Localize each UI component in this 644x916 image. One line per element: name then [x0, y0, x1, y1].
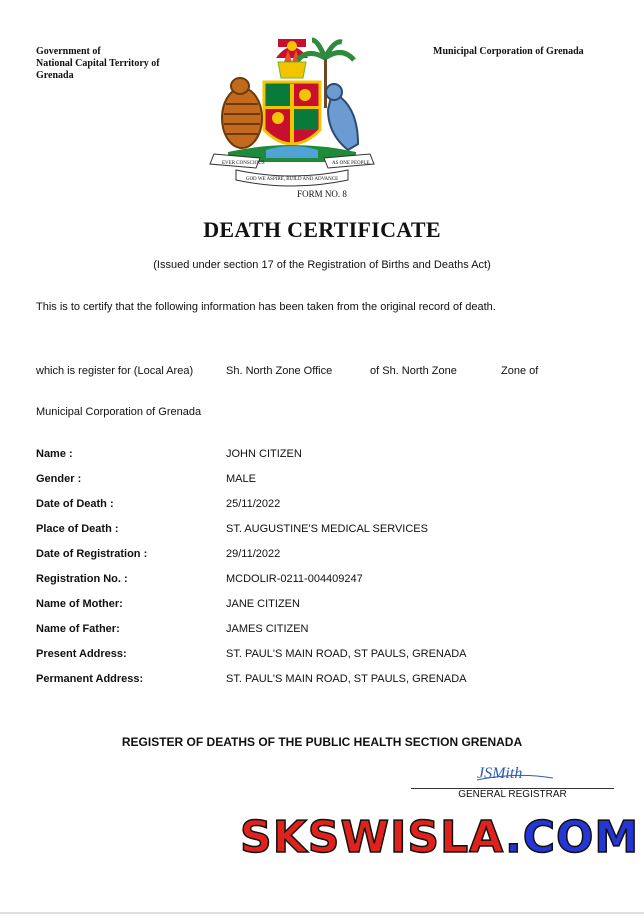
- mother-name-label: Name of Mother:: [36, 598, 123, 610]
- place-of-death-value: ST. AUGUSTINE'S MEDICAL SERVICES: [226, 523, 428, 535]
- registrar-signature: [475, 760, 555, 784]
- watermark-part2: .COM: [504, 812, 640, 863]
- zone-of-label: Zone of: [501, 365, 539, 377]
- municipal-corporation: Municipal Corporation of Grenada: [36, 406, 202, 418]
- watermark-part1: SKSWISLA: [240, 812, 505, 863]
- registration-number-value: MCDOLIR-0211-004409247: [226, 573, 363, 585]
- permanent-address-label: Permanent Address:: [36, 673, 144, 685]
- certificate-title: DEATH CERTIFICATE: [203, 217, 441, 242]
- general-registrar-label: GENERAL REGISTRAR: [458, 789, 567, 800]
- register-footer: REGISTER OF DEATHS OF THE PUBLIC HEALTH SECTION GRENADA: [121, 735, 523, 749]
- issuer-municipal: Municipal Corporation of Grenada: [433, 46, 584, 57]
- present-address-value: ST. PAUL'S MAIN ROAD, ST PAULS, GRENADA: [226, 648, 467, 660]
- date-of-registration-label: Date of Registration :: [36, 548, 148, 560]
- motto-left: EVER CONSCIOUS: [222, 161, 265, 166]
- date-of-registration-value: 29/11/2022: [226, 548, 281, 560]
- watermark: [240, 812, 639, 863]
- present-address-label: Present Address:: [36, 648, 127, 660]
- local-area-office: Sh. North Zone Office: [226, 365, 333, 377]
- issuer-government: [36, 46, 160, 82]
- svg-text:JSMith: JSMith: [477, 765, 523, 782]
- date-of-death-value: 25/11/2022: [226, 498, 281, 510]
- certify-statement: This is to certify that the following information has been taken from the original record of death.: [36, 301, 496, 313]
- local-area-zone: of Sh. North Zone: [370, 365, 457, 377]
- date-of-death-label: Date of Death :: [36, 498, 114, 510]
- gender-label: Gender :: [36, 473, 82, 485]
- place-of-death-label: Place of Death :: [36, 523, 119, 535]
- gender-value: MALE: [226, 473, 256, 485]
- issued-under-text: (Issued under section 17 of the Registration of Births and Deaths Act): [153, 259, 491, 271]
- name-label: Name :: [36, 448, 73, 460]
- mother-name-value: JANE CITIZEN: [226, 598, 300, 610]
- name-value: JOHN CITIZEN: [226, 448, 302, 460]
- issuer-line-2: National Capital Territory of: [36, 58, 160, 69]
- local-area-label: which is register for (Local Area): [36, 365, 194, 377]
- registration-number-label: Registration No. :: [36, 573, 128, 585]
- issuer-line-1: Government of: [36, 46, 101, 57]
- father-name-value: JAMES CITIZEN: [226, 623, 309, 635]
- issuer-line-3: Grenada: [36, 70, 74, 81]
- motto-right: AS ONE PEOPLE: [332, 161, 370, 166]
- motto-center: GOD WE ASPIRE, BUILD AND ADVANCE: [245, 177, 339, 182]
- coat-of-arms-emblem: [208, 34, 376, 190]
- father-name-label: Name of Father:: [36, 623, 120, 635]
- form-number: FORM NO. 8: [297, 189, 347, 199]
- permanent-address-value: ST. PAUL'S MAIN ROAD, ST PAULS, GRENADA: [226, 673, 467, 685]
- page-bottom-rule: [0, 912, 644, 914]
